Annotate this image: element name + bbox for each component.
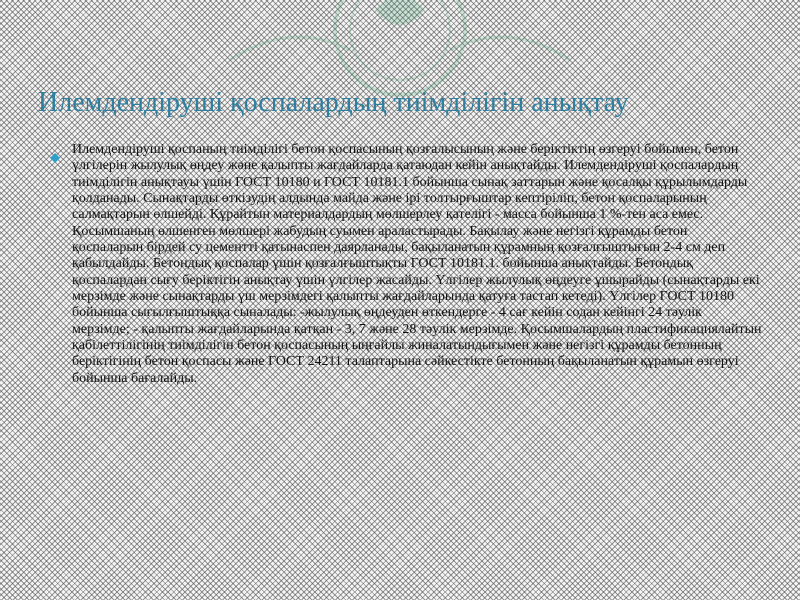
slide-title: Илемдендіруші қоспалардың тиімділігін анықтау: [38, 87, 629, 118]
slide-body-text: Илемдендіруші қоспаның тиімділігі бетон қоспасының қозғалысының және беріктіктің өзгеруі бойымен, бетон үлгілерін жылулық өңдеу және қалыпты жағдайларда қатаюдан кейін анықтайды. Илемдендіруші қоспалардың тиімділігін анықтауы үшін ГОСТ 10180 и ГОСТ 10181.1 бойынша сынақ заттарын және қосалқы құрылымдарды қолданады. Сынақтарды өткізудің алдында майда және ірі толтырғыштар кептіріліп, бетон қоспаларының салмақтарын өлшейді. Құрайтын материалдардың мөлшерлеу қателігі - масса бойынша 1 %-тен аса емес. Қосымшаның өлшенген мөлшері жабудың суымен араластырады. Бақылау және негізгі құрамды бетон қоспаларын бірдей су цементті қатынаспен даярланады, бақыланатын құрамның қозғалғыштығын 2-4 см деп қабылдайды. Бетондық қоспалар үшін қозғалғыштықты ГОСТ 10181.1. бойынша анықтайды. Бетондық қоспалардан сығу беріктігін анықтау үшін үлгілер жасайды. Үлгілер жылулық өңдеуге ұшырайды (сынақтарды екі мерзімде және сынақтарды үш мерзімдегі қалыпты жағдайларында қатуға тастап кетеді). Үлгілер ГОСТ 10180 бойынша сығылғыштыққа сыналады: -жылулық өңдеуден өткендерге - 4 сағ кейін содан кейінгі 24 тәулік мерзімде; - қалыпты жағдайларында қатқан - 3, 7 және 28 тәулік мерзімде. Қосымшалардың пластификациялайтын қабілеттілігінің тиімділігін бетон қоспасының ыңғайлы жиналатындығымен және негізгі құрамды бетонның беріктігінің бетон қоспасы және ГОСТ 24211 талаптарына сәйкестікте бетонның бақыланатын құрамын өзгеруі бойынша бағалайды.: [72, 142, 762, 386]
emblem-watermark-icon: [170, 0, 630, 100]
diamond-bullet-icon: [50, 153, 60, 163]
